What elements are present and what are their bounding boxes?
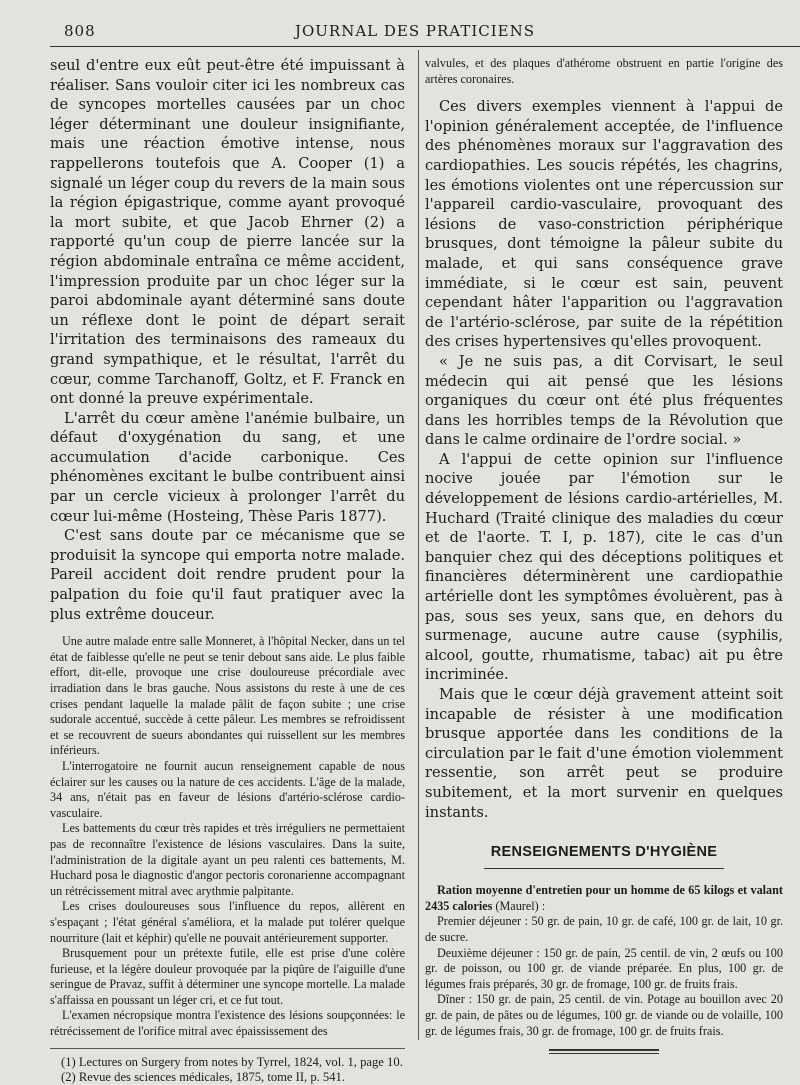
paragraph: Ces divers exemples viennent à l'appui de l'opinion généralement acceptée, de l'influence des phénomènes moraux sur l'aggravation des cardiopathies. Les soucis répétés, les chagrins, les émotions violentes ont une répercussion sur l'appareil cardio-vasculaire, provoquant des lésions de vaso-constriction périphérique brusques, dont témoigne la pâleur subite du malade, et qui sans conséquence grave immédiate, si le cœur est sain, peuvent cependant hâter l'apparition ou l'aggravation de l'artério-sclérose, par suite de la répétition des crises hypertensives qu'elles provoquent.: [425, 98, 783, 351]
paragraph: seul d'entre eux eût peut-être été impuissant à réaliser. Sans vouloir citer ici les nombreux cas de syncopes mortelles causées par un choc léger déterminant une douleur insignifiante, mais une réaction émotive intense, nous rappellerons toutefois que A. Cooper (1) a signalé un léger coup du revers de la main sous la région épigastrique, comme ayant provoqué la mort subite, et que Jacob Ehrner (2) a rapporté qu'un coup de pierre lancée sur la région abdominale entraîna ce même accident, l'impression produite par un choc léger sur la paroi abdominale ayant déterminé sans doute un réflexe dont le point de départ serait l'irritation des terminaisons des rameaux du grand sympathique, et le résultat, l'arrêt du cœur, comme Tarchanoff, Goltz, et F. Franck en ont donné la preuve expérimentale.: [50, 57, 405, 408]
journal-title: JOURNAL DES PRATICIENS: [294, 22, 536, 40]
case-paragraph: Brusquement pour un prétexte futile, elle est prise d'une colère furieuse, et la légère douleur provoquée par la piqûre de l'aiguille d'une seringue de Pravaz, suffit à déterminer une syncope mortelle. La malade s'affaissa en poussant un léger cri, et ce fut tout.: [50, 946, 405, 1007]
hygiene-heading: [425, 883, 783, 914]
end-rule: [549, 1049, 659, 1051]
right-column: [425, 56, 783, 1054]
page-number: 808: [64, 22, 96, 40]
footnote: (2) Revue des sciences médicales, 1875, tome II, p. 541.: [61, 1069, 345, 1084]
case-paragraph: L'interrogatoire ne fournit aucun renseignement capable de nous éclairer sur les causes ou la nature de ces accidents. L'âge de la malade, 34 ans, n'était pas en faveur de lésions d'artério-sclérose cardio-vasculaire.: [50, 758, 405, 820]
hygiene-heading-bold: Ration moyenne d'entretien pour un homme de 65 kilogs et valant 2435 calories: [425, 883, 783, 913]
case-paragraph: Les crises douloureuses sous l'influence du repos, allèrent en s'espaçant ; l'état général s'améliora, et la malade put tolérer quelque nourriture (lait et képhir) qu'elle ne pouvait antérieurement supporter.: [50, 899, 405, 945]
header-rule: [50, 46, 800, 47]
meal-paragraph: Premier déjeuner : 50 gr. de pain, 10 gr. de café, 100 gr. de lait, 10 gr. de sucre.: [425, 914, 783, 944]
section-title: RENSEIGNEMENTS D'HYGIÈNE: [490, 844, 718, 861]
meal-paragraph: Deuxième déjeuner : 150 gr. de pain, 25 centil. de vin, 2 œufs ou 100 gr. de poisson, ou 100 gr. de viande préparée. En plus, 100 gr. de légumes frais préparés, 30 gr. de fromage, 100 gr. de fruits frais.: [425, 945, 783, 991]
paragraph: A l'appui de cette opinion sur l'influence nocive jouée par l'émotion sur le développement de lésions cardio-artérielles, M. Huchard (Traité clinique des maladies du cœur et de l'aorte. T. I, p. 187), cite le cas d'un banquier chez qui des déceptions politiques et financières déterminèrent une cardiopathie artérielle dont les symptômes évoluèrent, pas à pas, sous ses yeux, sans que, en dehors du surmenage, aucune autre cause (syphilis, alcool, goutte, rhumatisme, tabac) ait pu être incriminée.: [425, 450, 783, 684]
footnote-rule: [50, 1048, 405, 1049]
paragraph: Mais que le cœur déjà gravement atteint soit incapable de résister à une modification brusque apportée dans les conditions de la circulation par le fait d'une émotion violemment ressentie, son arrêt peut se produire subitement, et la mort survenir en quelques instants.: [425, 686, 783, 821]
meal-paragraph: Dîner : 150 gr. de pain, 25 centil. de vin. Potage au bouillon avec 20 gr. de pain, de pâtes ou de légumes, 100 gr. de viande ou de volaille, 100 gr. de légumes frais, 30 gr. de fromage, 100 gr. de fruits frais.: [425, 992, 783, 1038]
paragraph: « Je ne suis pas, a dit Corvisart, le seul médecin qui ait pensé que les lésions organiques du cœur ont été plus fréquentes dans les horribles temps de la Révolution que dans le calme ordinaire de l'ordre social. »: [425, 352, 783, 449]
left-column: [50, 56, 405, 1085]
hygiene-heading-source: (Maurel) :: [492, 898, 546, 913]
section-rule: [484, 868, 724, 869]
paragraph: C'est sans doute par ce mécanisme que se produisit la syncope qui emporta notre malade. Pareil accident doit rendre prudent pour la palpation du foie qu'il faut pratiquer avec la plus extrême douceur.: [50, 527, 405, 623]
spacer: [50, 624, 405, 634]
spacer: [425, 87, 783, 97]
paragraph: L'arrêt du cœur amène l'anémie bulbaire, un défaut d'oxygénation du sang, et une accumulation d'acide carbonique. Ces phénomènes excitant le bulbe contribuent ainsi par un cercle vicieux à prolonger l'arrêt du cœur lui-même (Hosteing, Thèse Paris 1877).: [50, 409, 405, 525]
case-paragraph: valvules, et des plaques d'athérome obstruent en partie l'origine des artères coronaires.: [425, 56, 783, 86]
page-header: [40, 22, 790, 42]
case-paragraph: Une autre malade entre salle Monneret, à l'hôpital Necker, dans un tel état de faiblesse qu'elle ne peut se tenir debout sans aide. Le plus faible effort, dit-elle, provoque une crise douloureuse précordiale avec irradiation dans le bras gauche. Nous assistons du reste à une de ces crises pendant laquelle la malade pâlit de façon subite ; une crise sudorale accentué, succède à cette pâleur. Les membres se refroidissent et se recouvrent de sueurs abondantes qui ruissellent sur les membres inférieurs.: [50, 634, 405, 758]
footnote: (1) Lectures on Surgery from notes by Tyrrel, 1824, vol. 1, page 10.: [61, 1054, 403, 1069]
end-rule-thin: [549, 1053, 659, 1054]
column-divider: [418, 50, 419, 1040]
case-paragraph: Les battements du cœur très rapides et très irréguliers ne permettaient pas de reconnaître l'existence de lésions vasculaires. Dans la suite, l'administration de la digitale ayant un peu ralenti ces battements, M. Huchard posa le diagnostic d'angor pectoris coronarienne accompagnant un rétrécissement mitral avec arythmie palpitante.: [50, 821, 405, 898]
case-paragraph: L'examen nécropsique montra l'existence des lésions soupçonnées: le rétrécissement de l'orifice mitral avec épaississement des: [50, 1008, 405, 1039]
